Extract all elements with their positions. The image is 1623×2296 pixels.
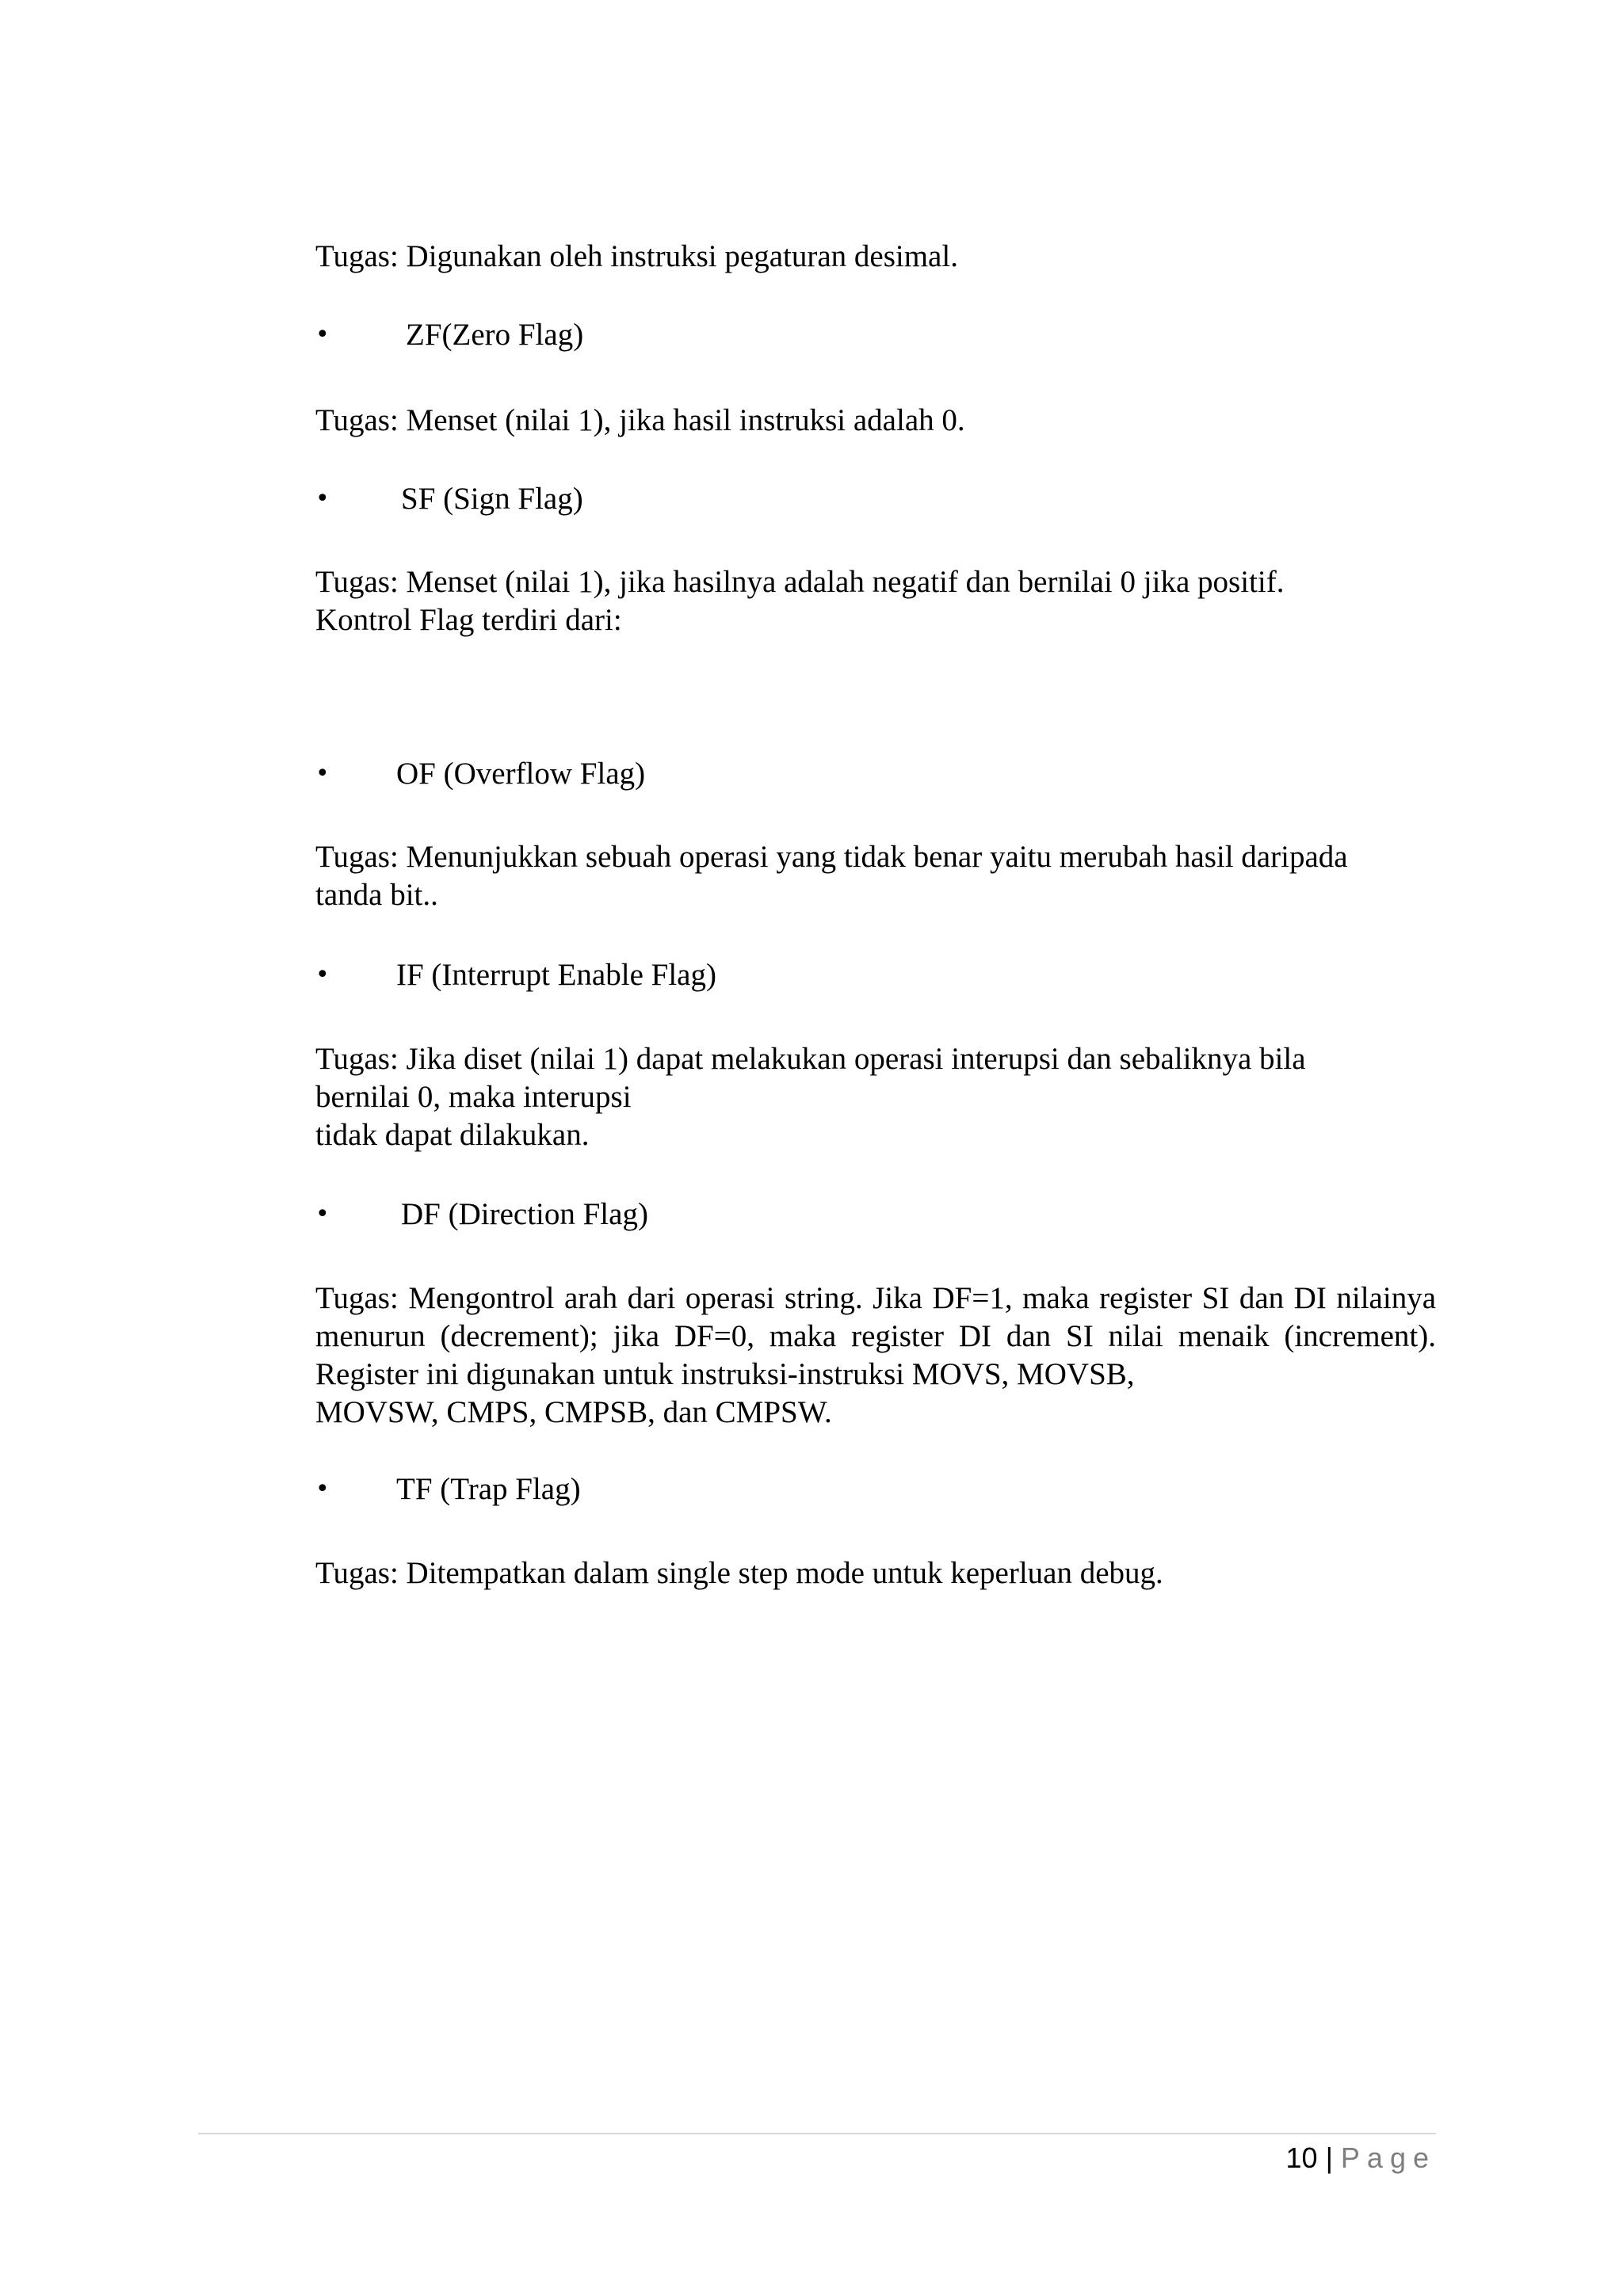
page-word: Page — [1340, 2142, 1436, 2174]
bullet-icon: • — [315, 1475, 330, 1503]
paragraph-overflow-flag — [315, 838, 1436, 914]
paragraph-line: (increment). Register ini digunakan untuk instruksi-instruksi MOVS, MOVSB, — [315, 1319, 1436, 1391]
bullet-label: TF (Trap Flag) — [396, 1472, 581, 1506]
paragraph-line: Tugas: Menunjukkan sebuah operasi yang tidak benar yaitu merubah hasil daripada — [315, 840, 1348, 874]
page-number: 10 — [1285, 2142, 1318, 2174]
footer-divider — [198, 2133, 1436, 2134]
paragraph-line: tanda bit.. — [315, 878, 438, 912]
paragraph-zero-flag: Tugas: Menset (nilai 1), jika hasil instruksi adalah 0. — [315, 403, 965, 437]
paragraph-interrupt-flag — [315, 1040, 1436, 1154]
paragraph-direction-flag — [315, 1280, 1436, 1432]
footer-separator: | — [1325, 2142, 1333, 2174]
paragraph-line: Tugas: Mengontrol arah dari operasi string. Jika DF=1, maka register SI dan DI — [315, 1281, 1327, 1315]
bullet-icon: • — [315, 1200, 330, 1228]
bullet-label: OF (Overflow Flag) — [396, 757, 646, 791]
bullet-label: SF (Sign Flag) — [401, 482, 583, 516]
paragraph-line: Tugas: Jika diset (nilai 1) dapat melakukan operasi interupsi dan sebaliknya bila — [315, 1042, 1306, 1076]
bullet-icon: • — [315, 485, 330, 513]
paragraph-line: Tugas: Menset (nilai 1), jika hasilnya adalah negatif dan bernilai 0 jika positif. — [315, 565, 1285, 599]
paragraph-line: MOVSW, CMPS, CMPSB, dan CMPSW. — [315, 1395, 832, 1429]
paragraph-line: Kontrol Flag terdiri dari: — [315, 603, 622, 637]
paragraph-line: bernilai 0, maka interupsi — [315, 1080, 632, 1114]
page-footer — [1286, 2139, 1436, 2177]
paragraph-decimal-adjust: Tugas: Digunakan oleh instruksi pegaturan desimal. — [315, 239, 958, 273]
paragraph-line: nilainya menurun (decrement); jika DF=0, maka register DI dan SI nilai menaik — [315, 1281, 1437, 1353]
bullet-icon: • — [315, 961, 330, 989]
paragraph-line: tidak dapat dilakukan. — [315, 1118, 590, 1152]
bullet-label: IF (Interrupt Enable Flag) — [396, 958, 716, 992]
bullet-icon: • — [315, 321, 330, 349]
bullet-label: DF (Direction Flag) — [401, 1197, 648, 1231]
paragraph-trap-flag: Tugas: Ditempatkan dalam single step mode untuk keperluan debug. — [315, 1556, 1163, 1590]
bullet-icon: • — [315, 760, 330, 788]
paragraph-sign-flag — [315, 563, 1436, 639]
bullet-label: ZF(Zero Flag) — [406, 318, 584, 352]
